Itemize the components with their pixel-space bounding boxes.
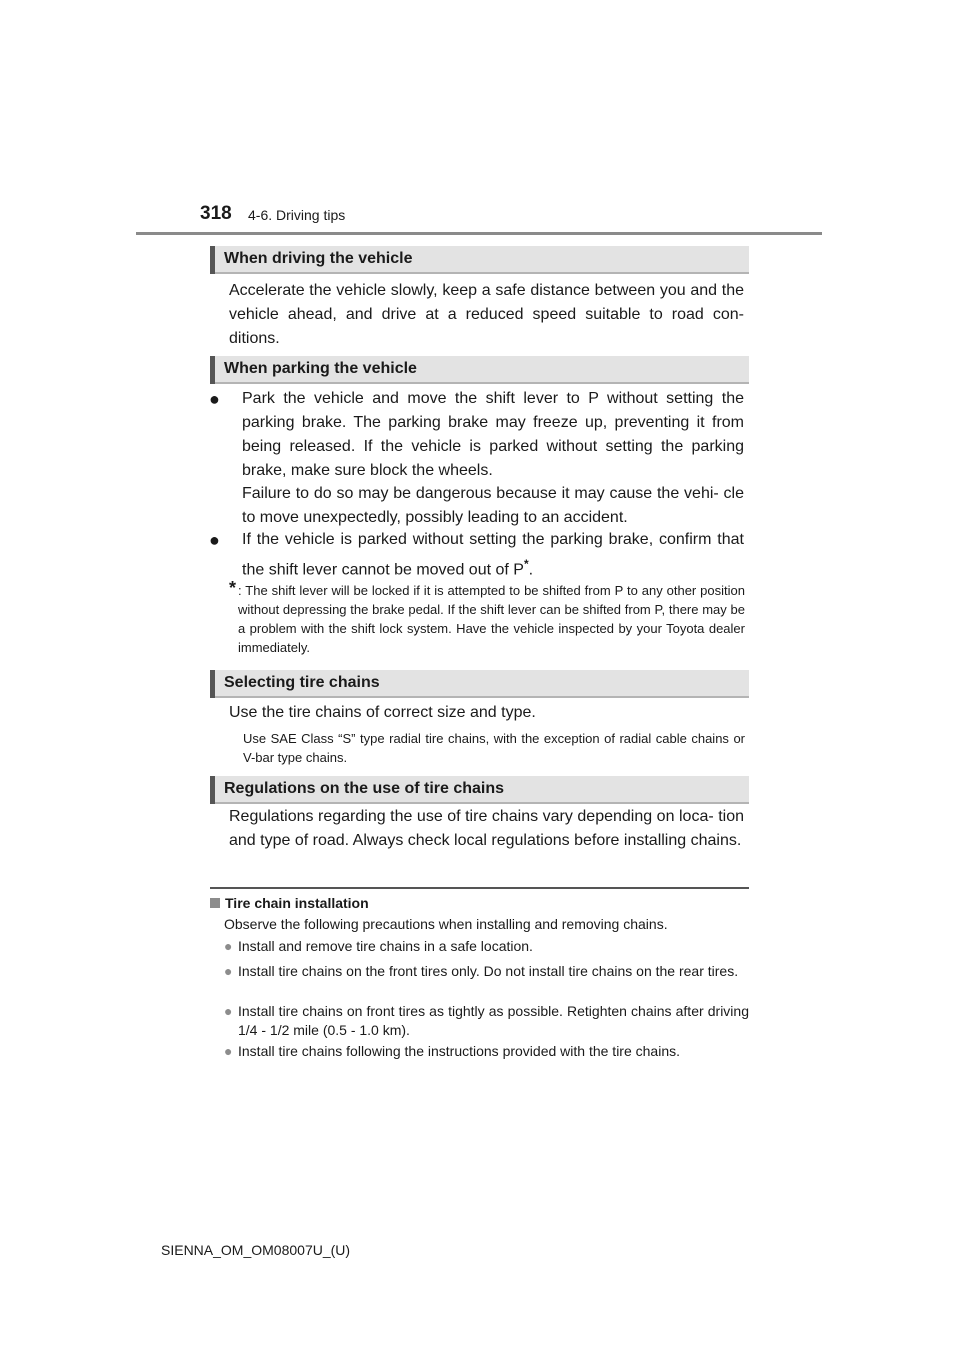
notes-item: Install tire chains on the front tires only. Do not install tire chains on the rear tires. [238, 963, 739, 979]
parking-bullet-1-continued: Failure to do so may be dangerous because it may cause the vehi- cle to move unexpectedly, possibly leading to an accident. [242, 485, 744, 526]
notes-intro: Observe the following precautions when installing and removing chains. [224, 916, 668, 932]
bullet-icon: ● [209, 389, 220, 409]
tire-chains-note: Use SAE Class “S” type radial tire chains, with the exception of radial cable chains or V-bar type chains. [243, 731, 745, 765]
page-number: 318 [200, 203, 232, 224]
notes-divider [210, 887, 749, 889]
section-heading-regulations [210, 776, 749, 804]
tire-chains-text: Use the tire chains of correct size and type. [229, 704, 536, 721]
heading-title: When parking the vehicle [224, 360, 417, 377]
bullet-icon: ● [224, 938, 233, 954]
heading-title: Selecting tire chains [224, 674, 380, 691]
square-bullet-icon [210, 898, 220, 908]
footnote-asterisk: * [229, 578, 237, 598]
notes-item: Install tire chains following the instructions provided with the tire chains. [238, 1043, 680, 1059]
driving-text: Accelerate the vehicle slowly, keep a safe distance between you and the vehicle ahead, and drive at a reduced speed suitable to road con- ditions. [229, 282, 744, 347]
parking-bullet-2-text: If the vehicle is parked without setting the parking brake, confirm that the shift lever cannot be moved out of P [242, 531, 744, 579]
bullet-icon: ● [224, 963, 233, 979]
section-heading-driving [210, 246, 749, 274]
heading-bar [210, 246, 215, 274]
notes-item: Install and remove tire chains in a safe location. [238, 938, 533, 954]
bullet-icon: ● [209, 530, 220, 550]
heading-bar [210, 356, 215, 384]
bullet-icon: ● [224, 1043, 233, 1059]
heading-title: When driving the vehicle [224, 250, 413, 267]
header-divider [136, 232, 822, 235]
heading-bar [210, 776, 215, 804]
notes-item: Install tire chains on front tires as tightly as possible. Retighten chains after driving 1/4 - 1/2 mile (0.5 - 1.0 km). [238, 1003, 749, 1038]
document-code: SIENNA_OM_OM08007U_(U) [161, 1242, 351, 1258]
notes-title: Tire chain installation [225, 895, 369, 911]
asterisk-mark: * [523, 557, 529, 571]
parking-bullet-1: Park the vehicle and move the shift lever to P without setting the parking brake. The parking brake may freeze up, preventing it from being released. If the vehicle is parked without setting the parking brake, make sure block the wheels. [242, 390, 744, 479]
regulations-text: Regulations regarding the use of tire chains vary depending on loca- tion and type of road. Always check local regulations before installing chains. [229, 808, 744, 849]
section-heading-parking [210, 356, 749, 384]
heading-bar [210, 670, 215, 698]
shift-lock-footnote: : The shift lever will be locked if it is attempted to be shifted from P to any other position without depressing the brake pedal. If the shift lever can be shifted from P, there may be a problem with the shift lock system. Have the vehicle inspected by your Toyota dealer immediately. [238, 583, 745, 655]
section-title: 4-6. Driving tips [248, 207, 346, 223]
bullet-icon: ● [224, 1003, 233, 1019]
period: . [528, 561, 534, 579]
heading-title: Regulations on the use of tire chains [224, 780, 505, 797]
section-heading-tire-chains [210, 670, 749, 698]
parking-bullet-2 [242, 528, 744, 582]
